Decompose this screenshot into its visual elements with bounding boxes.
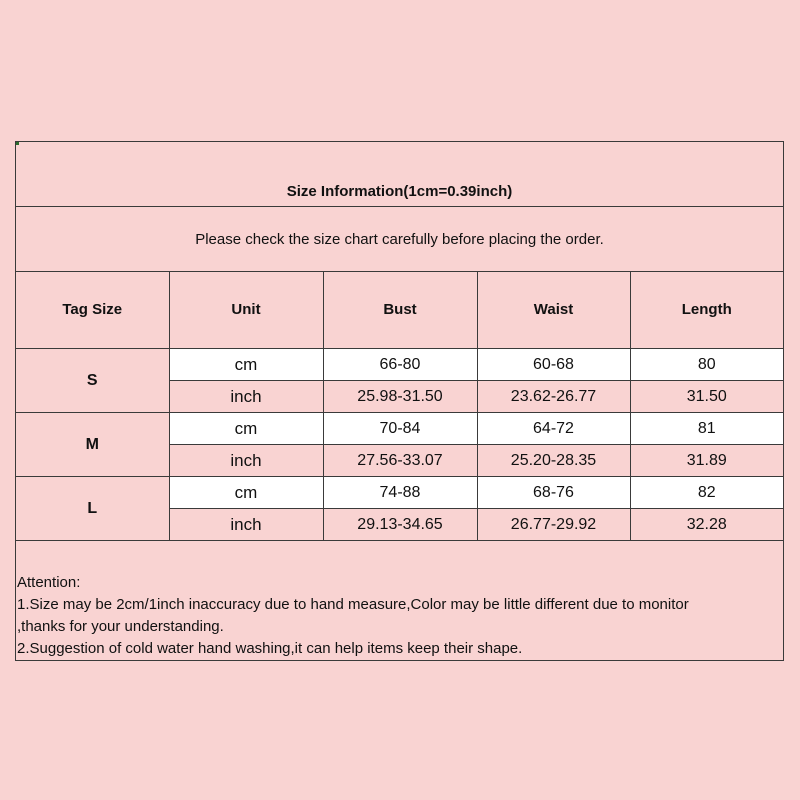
bust-cell: 74-88 xyxy=(323,477,477,509)
tag-size-m: M xyxy=(16,413,169,477)
unit-cell: inch xyxy=(169,445,323,477)
size-chart-sheet xyxy=(15,141,784,661)
header-unit: Unit xyxy=(169,271,323,349)
tag-size-l: L xyxy=(16,477,169,541)
length-cell: 32.28 xyxy=(630,509,783,541)
header-waist: Waist xyxy=(477,271,630,349)
waist-cell: 23.62-26.77 xyxy=(477,381,630,413)
unit-cell: cm xyxy=(169,349,323,381)
bust-cell: 27.56-33.07 xyxy=(323,445,477,477)
bust-cell: 66-80 xyxy=(323,349,477,381)
header-tag-size: Tag Size xyxy=(16,271,169,349)
table-row xyxy=(16,349,783,381)
waist-cell: 60-68 xyxy=(477,349,630,381)
bust-cell: 29.13-34.65 xyxy=(323,509,477,541)
table-row xyxy=(16,477,783,509)
waist-cell: 26.77-29.92 xyxy=(477,509,630,541)
tag-size-s: S xyxy=(16,349,169,413)
length-cell: 31.50 xyxy=(630,381,783,413)
length-cell: 82 xyxy=(630,477,783,509)
chart-title-text: Size Information(1cm=0.39inch) xyxy=(286,183,513,200)
bust-cell: 25.98-31.50 xyxy=(323,381,477,413)
unit-cell: inch xyxy=(169,509,323,541)
order-notice-text: Please check the size chart carefully before placing the order. xyxy=(195,230,604,248)
length-cell: 31.89 xyxy=(630,445,783,477)
attention-line-1: 1.Size may be 2cm/1inch inaccuracy due to hand measure,Color may be little different due to monitor xyxy=(17,596,689,613)
attention-line-3: 2.Suggestion of cold water hand washing,it can help items keep their shape. xyxy=(17,640,523,657)
table-row xyxy=(16,413,783,445)
unit-cell: inch xyxy=(169,381,323,413)
length-cell: 80 xyxy=(630,349,783,381)
bust-cell: 70-84 xyxy=(323,413,477,445)
order-notice xyxy=(16,207,783,272)
unit-cell: cm xyxy=(169,413,323,445)
waist-cell: 64-72 xyxy=(477,413,630,445)
chart-title xyxy=(16,142,783,207)
header-length: Length xyxy=(630,271,783,349)
attention-notes xyxy=(17,572,689,660)
unit-cell: cm xyxy=(169,477,323,509)
attention-line-2: ,thanks for your understanding. xyxy=(17,618,224,635)
attention-heading: Attention: xyxy=(17,574,81,591)
length-cell: 81 xyxy=(630,413,783,445)
header-bust: Bust xyxy=(323,271,477,349)
table-header-row xyxy=(16,271,783,349)
waist-cell: 25.20-28.35 xyxy=(477,445,630,477)
size-table xyxy=(16,271,783,541)
waist-cell: 68-76 xyxy=(477,477,630,509)
